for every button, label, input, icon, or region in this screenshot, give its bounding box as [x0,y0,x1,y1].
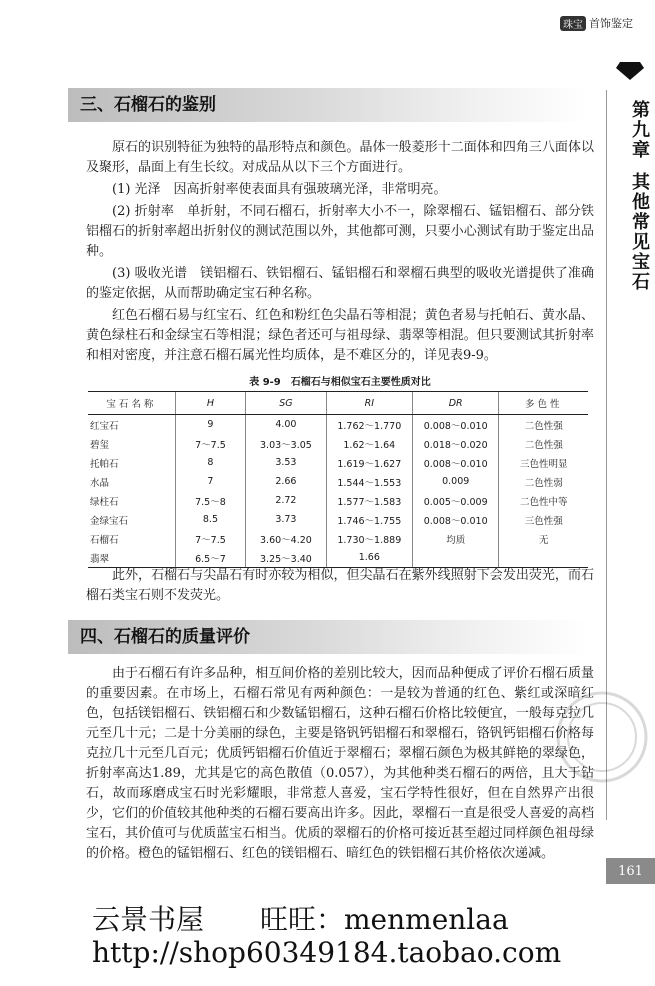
table-cell: 8 [175,453,246,472]
table-cell: 8.5 [175,510,246,529]
table-cell [413,548,499,568]
table-cell: 1.762～1.770 [326,415,412,435]
table-cell: 三色性强 [499,510,588,529]
table-cell: 7～7.5 [175,434,246,453]
watermark-stamp [555,690,650,785]
table-row [88,491,588,510]
table-row [88,529,588,548]
table-cell: 三色性明显 [499,453,588,472]
table-cell: 7～7.5 [175,529,246,548]
table-cell: 7.5～8 [175,491,246,510]
table-cell: 4.00 [246,415,326,435]
section-4-para-1: 由于石榴石有许多品种，相互间价格的差别比较大，因而品种便成了评价石榴石质量的重要因素。在市场上，石榴石常见有两种颜色：一是较为普通的红色、紫红或深暗红色，包括镁铝榴石、铁铝榴石和少数锰铝榴石，这种石榴石价格比较便宜，一般每克拉几元至几十元；二是十分美丽的绿色，主要是铬钒钙铝榴石和翠榴石，铬钒钙铝榴石价格每克拉几十元至几百元；优质钙铝榴石价值近于翠榴石；翠榴石颜色为极其鲜艳的翠绿色，折射率高达1.89，尤其是它的高色散值（0.057），为其他种类石榴石的两倍，且大于钻石，故而琢磨成宝石时光彩耀眼，非常惹人喜爱，宝石学特性很好，但在自然界产出很少，它们的价值较其他种类的石榴石要高出许多。因此，翠榴石一直是很受人喜爱的高档宝石，其价值可与优质蓝宝石相当。优质的翠榴石的价格可接近甚至超过同样颜色祖母绿的价格。橙色的锰铝榴石、红色的镁铝榴石、暗红色的铁铝榴石其价格依次递减。 [86,666,594,861]
watermark-line-1: 云景书屋 旺旺：menmenlaa [92,903,509,936]
table-row [88,415,588,435]
table-cell: 翡翠 [88,548,175,568]
table-cell: 金绿宝石 [90,515,129,527]
table-cell: 1.619～1.627 [326,453,412,472]
table-cell: 2.72 [246,491,326,510]
table-cell: 7 [175,472,246,491]
header-badge: 珠宝 [560,16,586,31]
table-cell: 托帕石 [90,458,119,470]
table-cell: 1.544～1.553 [326,472,412,491]
gem-icon [616,62,644,80]
section-3-title: 三、石榴石的鉴别 [68,88,588,122]
table-cell: 1.746～1.755 [326,510,412,529]
table-cell: 二色性强 [499,434,588,453]
table-cell: 二色性弱 [499,472,588,491]
section-3-para-5: 红色石榴石易与红宝石、红色和粉红色尖晶石等相混；黄色者易与托帕石、黄水晶、黄色绿柱石和金绿宝石等相混；绿色者还可与祖母绿、翡翠等相混。但只要测试其折射率和相对密度，并注意石榴石属光性均质体，是不难区分的，详见表9-9。 [86,308,594,363]
chapter-number: 第九章 [629,100,650,160]
table-header-row [88,392,588,415]
table-cell: 二色性强 [499,415,588,435]
table-header: RI [326,392,412,415]
table-cell: 均质 [413,529,499,548]
section-3-para-2: (1) 光泽 因高折射率使表面具有强玻璃光泽，非常明亮。 [112,182,447,197]
header-title: 首饰鉴定 [589,17,633,30]
table-cell: 0.009 [413,472,499,491]
table-cell: 0.005～0.009 [413,491,499,510]
table-header: 多色性 [499,392,588,415]
table-row [88,548,588,568]
table-cell: 3.25～3.40 [246,548,326,568]
table-row [88,453,588,472]
table-cell: 6.5～7 [175,548,246,568]
section-3-para-4: (3) 吸收光谱 镁铝榴石、铁铝榴石、锰铝榴石和翠榴石典型的吸收光谱提供了准确的鉴定依据，从而帮助确定宝石种名称。 [86,266,594,301]
table-header: DR [413,392,499,415]
chapter-label [611,100,651,292]
table-header: SG [246,392,326,415]
table-cell: 3.03～3.05 [246,434,326,453]
table-header: H [175,392,246,415]
table-cell: 0.008～0.010 [413,510,499,529]
comparison-table [88,391,588,568]
table-cell: 3.60～4.20 [246,529,326,548]
table-cell: 无 [499,529,588,548]
table-cell: 3.73 [246,510,326,529]
watermark-line-2: http://shop60349184.taobao.com [92,936,562,969]
running-header [560,12,655,34]
table-cell: 石榴石 [90,534,119,546]
table-cell: 1.577～1.583 [326,491,412,510]
page-number: 161 [606,858,655,884]
chapter-title: 其他常见宝石 [629,172,650,292]
table-caption: 表 9-9 石榴石与相似宝石主要性质对比 [249,377,431,388]
table-cell: 2.66 [246,472,326,491]
table-cell: 0.008～0.010 [413,415,499,435]
table-cell: 红宝石 [90,420,119,432]
table-row [88,434,588,453]
table-row [88,472,588,491]
section-3-para-3: (2) 折射率 单折射，不同石榴石，折射率大小不一，除翠榴石、锰铝榴石、部分铁铝榴石的折射率超出折射仪的测试范围以外，其他都可测，只要小心测试有助于鉴定出品种。 [86,204,594,259]
section-3-para-1: 原石的识别特征为独特的晶形特点和颜色。晶体一般菱形十二面体和四角三八面体以及聚形，晶面上有生长纹。对成品从以下三个方面进行。 [86,140,594,175]
table-cell: 3.53 [246,453,326,472]
table-cell: 碧玺 [90,439,110,451]
table-cell: 绿柱石 [90,496,119,508]
after-table-para: 此外，石榴石与尖晶石有时亦较为相似，但尖晶石在紫外线照射下会发出荧光，而石榴石类宝石则不发荧光。 [86,568,594,603]
table-cell: 0.018～0.020 [413,434,499,453]
table-cell: 1.730～1.889 [326,529,412,548]
table-cell: 9 [175,415,246,435]
table-cell: 1.62～1.64 [326,434,412,453]
table-cell [499,548,588,568]
table-cell: 水晶 [90,477,110,489]
table-cell: 0.008～0.010 [413,453,499,472]
table-cell: 1.66 [326,548,412,568]
table-row [88,510,588,529]
table-header: 宝石名称 [88,392,175,415]
table-cell: 二色性中等 [499,491,588,510]
section-4-title: 四、石榴石的质量评价 [68,620,588,654]
